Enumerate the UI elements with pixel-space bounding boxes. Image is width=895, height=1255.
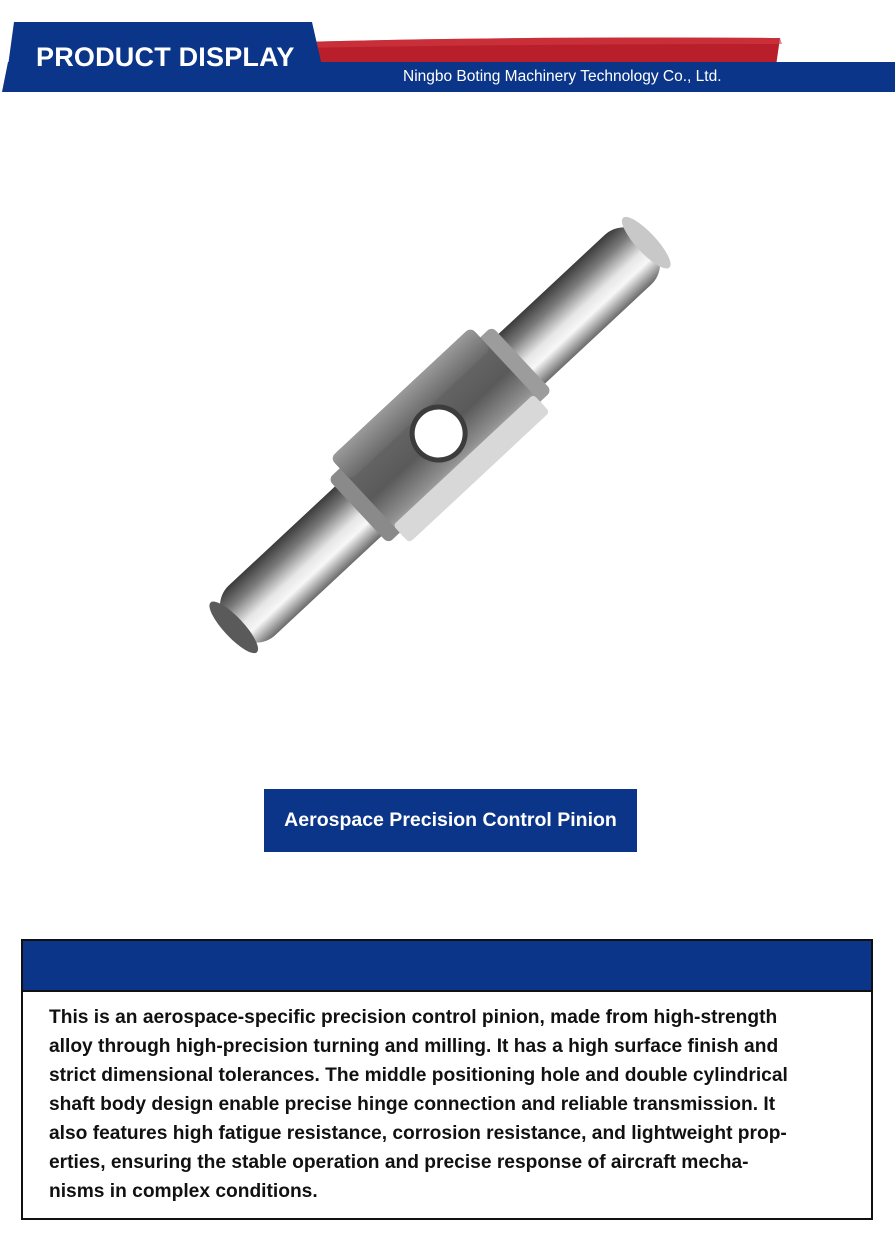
company-name: Ningbo Boting Machinery Technology Co., Ltd. — [403, 68, 722, 85]
pinion-shaft-icon — [130, 130, 750, 740]
product-caption: Aerospace Precision Control Pinion — [284, 809, 617, 831]
product-caption-box — [264, 789, 637, 852]
header-title: PRODUCT DISPLAY — [36, 42, 295, 72]
description-text: This is an aerospace-specific precision control pinion, made from high-strength alloy through high-precision turning and milling. It has a high surface finish and strict dimensional tolerances. The middle positioning hole and double cylindrical shaft body design enable precise hinge connection and reliable transmission. It also features high fatigue resistance, corrosion resistance, and lightweight prop- erties, ensuring the stable operation and precise response of aircraft mecha- nisms in complex conditions. — [49, 1007, 788, 1202]
header-banner — [0, 0, 895, 100]
description-header-bar — [23, 941, 871, 992]
description-panel — [21, 939, 873, 1220]
